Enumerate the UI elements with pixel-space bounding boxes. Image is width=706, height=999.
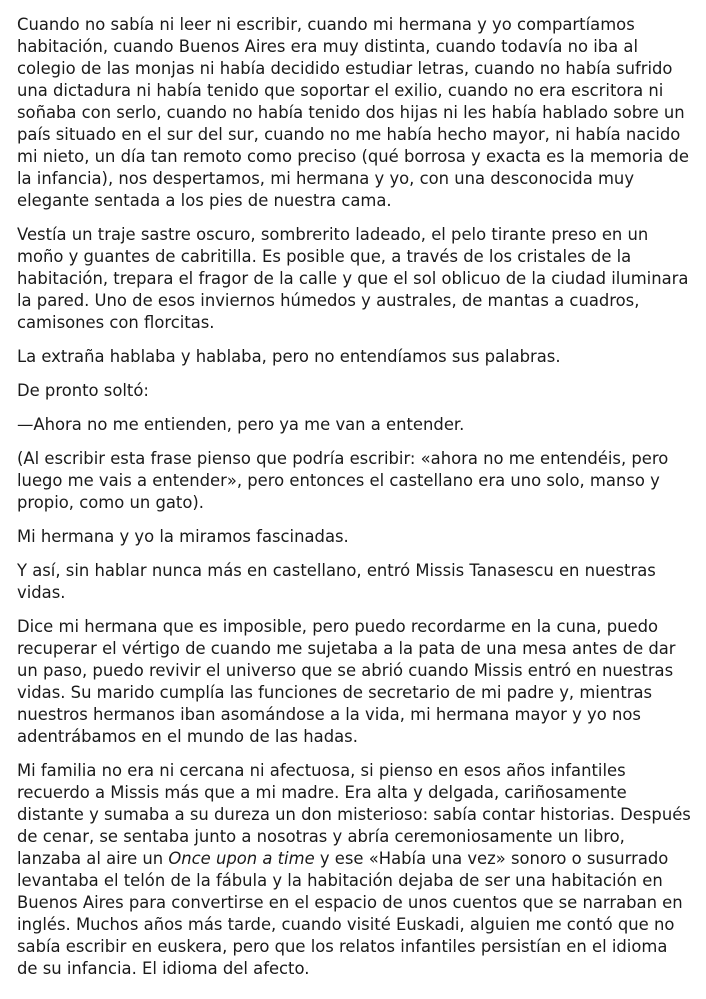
- paragraph-storytelling: [17, 760, 692, 980]
- paragraph-sudden-remark: De pronto soltó:: [17, 381, 149, 400]
- paragraph-castellano-aside: (Al escribir esta frase pienso que podría escribir: «ahora no me entendéis, pero luego me vais a entender», pero entonces el castellano era uno solo, manso y propio, como un gato).: [17, 449, 669, 512]
- storytelling-italic-phrase: Once upon a time: [168, 849, 315, 868]
- paragraph-stranger-description: Vestía un traje sastre oscuro, sombrerito ladeado, el pelo tirante preso en un moño y guantes de cabritilla. Es posible que, a través de los cristales de la habitación, trepara el fragor de la calle y que el sol oblicuo de la ciudad iluminara la pared. Uno de esos inviernos húmedos y australes, de mantas a cuadros, camisones con florcitas.: [17, 225, 689, 332]
- paragraph-missis-arrival: Y así, sin hablar nunca más en castellano, entró Missis Tanasescu en nuestras vidas.: [17, 561, 656, 602]
- paragraph-cradle-memory: Dice mi hermana que es imposible, pero puedo recordarme en la cuna, puedo recuperar el vértigo de cuando me sujetaba a la pata de una mesa antes de dar un paso, puedo revivir el universo que se abrió cuando Missis entró en nuestras vidas. Su marido cumplía las funciones de secretario de mi padre y, mientras nuestros hermanos iban asomándose a la vida, mi hermana mayor y yo nos adentrábamos en el mundo de las hadas.: [17, 617, 676, 746]
- paragraph-dialogue: —Ahora no me entienden, pero ya me van a entender.: [17, 415, 465, 434]
- paragraph-childhood-memory: Cuando no sabía ni leer ni escribir, cuando mi hermana y yo compartíamos habitación, cuando Buenos Aires era muy distinta, cuando todavía no iba al colegio de las monjas ni había decidido estudiar letras, cuando no había sufrido una dictadura ni había tenido que soportar el exilio, cuando no era escritora ni soñaba con serlo, cuando no había tenido dos hijas ni les había hablado sobre un país situado en el sur del sur, cuando no me había hecho mayor, ni había nacido mi nieto, un día tan remoto como preciso (qué borrosa y exacta es la memoria de la infancia), nos despertamos, mi hermana y yo, con una desconocida muy elegante sentada a los pies de nuestra cama.: [17, 15, 689, 210]
- paragraph-stranger-speaking: La extraña hablaba y hablaba, pero no entendíamos sus palabras.: [17, 347, 561, 366]
- paragraph-fascinated: Mi hermana y yo la miramos fascinadas.: [17, 527, 349, 546]
- storytelling-text-end: y ese «Había una vez» sonoro o susurrado levantaba el telón de la fábula y la habitación dejaba de ser una habitación en Buenos Aires para convertirse en el espacio de unos cuentos que se narraban en inglés. Muchos años más tarde, cuando visité Euskadi, alguien me contó que no sabía escribir en euskera, pero que los relatos infantiles persistían en el idioma de su infancia. El idioma del afecto.: [17, 849, 683, 978]
- storytelling-text-start: Mi familia no era ni cercana ni afectuosa, si pienso en esos años infantiles recuerdo a Missis más que a mi madre. Era alta y delgada, cariñosamente distante y sumaba a su dureza un don misterioso: sabía contar historias. Después de cenar, se sentaba junto a nosotras y abría ceremoniosamente un libro, lanzaba al aire un: [17, 761, 691, 868]
